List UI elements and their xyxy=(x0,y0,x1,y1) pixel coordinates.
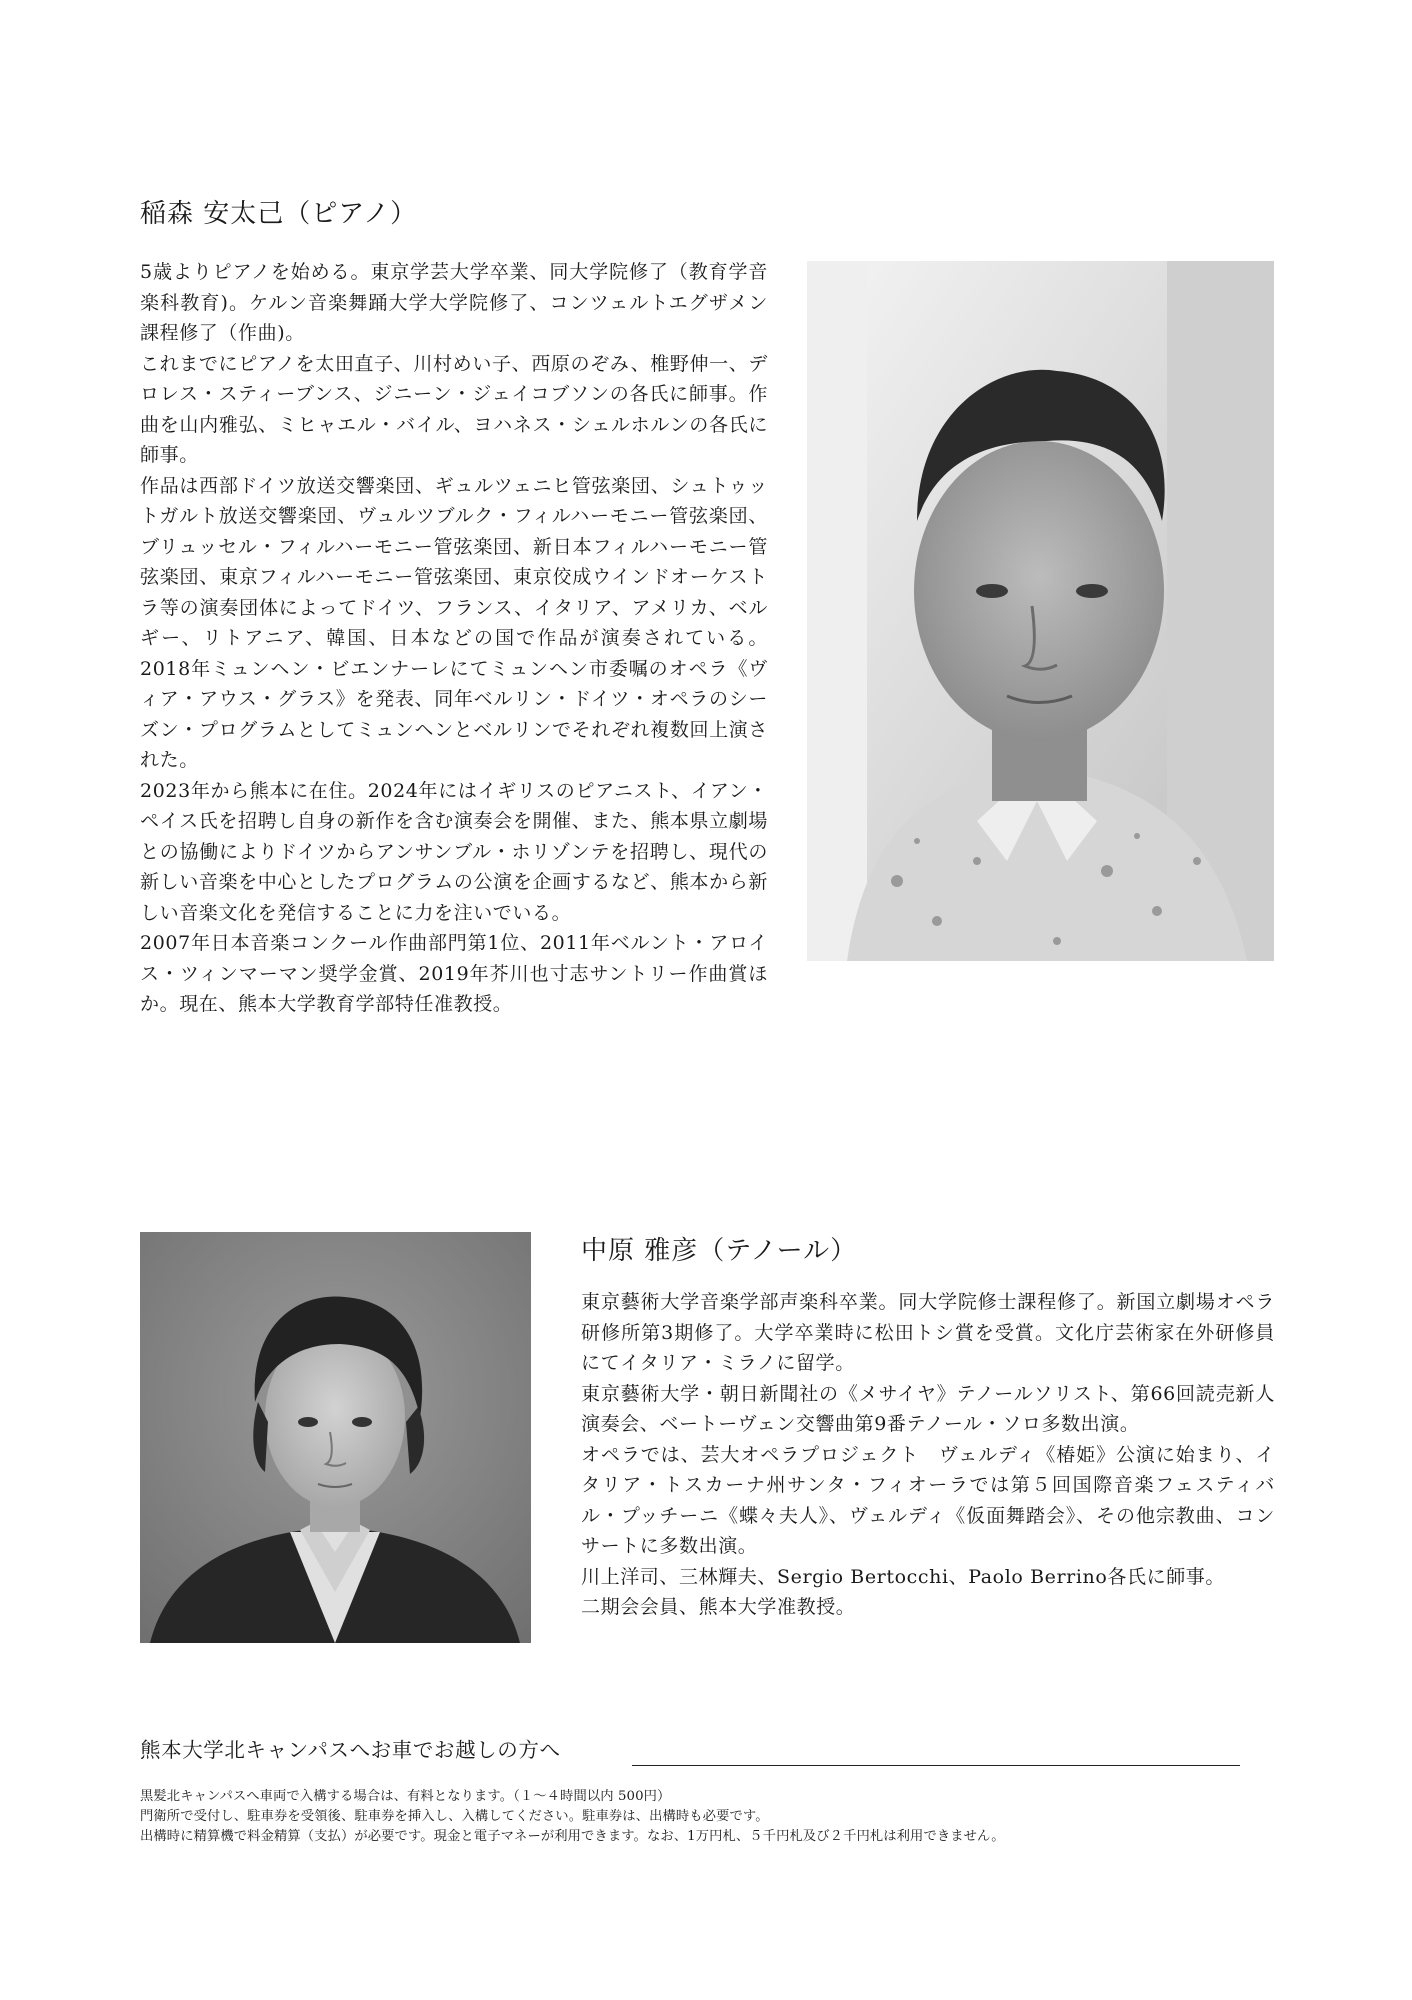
bio-paragraph: これまでにピアノを太田直子、川村めい子、西原のぞみ、椎野伸一、デロレス・スティーブンス、ジニーン・ジェイコブソンの各氏に師事。作曲を山内雅弘、ミヒャエル・バイル、ヨハネス・シェルホルンの各氏に師事。 xyxy=(140,352,768,466)
performer-bio xyxy=(140,257,768,1020)
bio-paragraph: オペラでは、芸大オペラプロジェクト ヴェルディ《椿姫》公演に始まり、イタリア・トスカーナ州サンタ・フィオーラでは第５回国際音楽フェスティバル・プッチーニ《蝶々夫人》、ヴェルディ《仮面舞踏会》、その他宗教曲、コンサートに多数出演。 xyxy=(581,1443,1275,1557)
performer-photo xyxy=(807,261,1274,961)
performer-bio xyxy=(581,1287,1275,1623)
bio-paragraph: 二期会会員、熊本大学准教授。 xyxy=(581,1596,856,1618)
bio-paragraph: 東京藝術大学音楽学部声楽科卒業。同大学院修士課程修了。新国立劇場オペラ研修所第3期修了。大学卒業時に松田トシ賞を受賞。文化庁芸術家在外研修員にてイタリア・ミラノに留学。 xyxy=(581,1291,1275,1374)
parking-note: 出構時に精算機で料金精算（支払）が必要です。現金と電子マネーが利用できます。なお、1万円札、５千円札及び２千円札は利用できません。 xyxy=(140,1829,1005,1844)
performer-name: 稲森 安太己（ピアノ） xyxy=(140,199,418,229)
bio-paragraph: 2023年から熊本に在住。2024年にはイギリスのピアニスト、イアン・ペイス氏を招聘し自身の新作を含む演奏会を開催、また、熊本県立劇場との協働によりドイツからアンサンブル・ホリゾンテを招聘し、現代の新しい音楽を中心としたプログラムの公演を企画するなど、熊本から新しい音楽文化を発信することに力を注いでいる。 xyxy=(140,779,768,924)
parking-notes xyxy=(140,1787,1005,1847)
heading-underline xyxy=(632,1765,1240,1766)
performer-photo xyxy=(140,1232,531,1643)
performer-name: 中原 雅彦（テノール） xyxy=(581,1236,858,1266)
bio-paragraph: 東京藝術大学・朝日新聞社の《メサイヤ》テノールソリスト、第66回読売新人演奏会、ベートーヴェン交響曲第9番テノール・ソロ多数出演。 xyxy=(581,1382,1275,1435)
bio-paragraph: 作品は西部ドイツ放送交響楽団、ギュルツェニヒ管弦楽団、シュトゥットガルト放送交響楽団、ヴュルツブルク・フィルハーモニー管弦楽団、ブリュッセル・フィルハーモニー管弦楽団、新日本フィルハーモニー管弦楽団、東京フィルハーモニー管弦楽団、東京佼成ウインドオーケストラ等の演奏団体によってドイツ、フランス、イタリア、アメリカ、ベルギー、リトアニア、韓国、日本などの国で作品が演奏されている。2018年ミュンヘン・ビエンナーレにてミュンヘン市委嘱のオペラ《ヴィア・アウス・グラス》を発表、同年ベルリン・ドイツ・オペラのシーズン・プログラムとしてミュンヘンとベルリンでそれぞれ複数回上演された。 xyxy=(140,474,768,771)
parking-heading: 熊本大学北キャンパスへお車でお越しの方へ xyxy=(140,1738,561,1762)
parking-note: 門衛所で受付し、駐車券を受領後、駐車券を挿入し、入構してください。駐車券は、出構時も必要です。 xyxy=(140,1809,769,1824)
bio-paragraph: 5歳よりピアノを始める。東京学芸大学卒業、同大学院修了（教育学音楽科教育)。ケルン音楽舞踊大学大学院修了、コンツェルトエグザメン課程修了（作曲)。 xyxy=(140,261,768,344)
bio-paragraph: 2007年日本音楽コンクール作曲部門第1位、2011年ベルント・アロイス・ツィンマーマン奨学金賞、2019年芥川也寸志サントリー作曲賞ほか。現在、熊本大学教育学部特任准教授。 xyxy=(140,932,768,1015)
bio-paragraph: 川上洋司、三林輝夫、Sergio Bertocchi、Paolo Berrino各氏に師事。 xyxy=(581,1565,1225,1588)
parking-note: 黒髪北キャンパスへ車両で入構する場合は、有料となります。（１～４時間以内 500円） xyxy=(140,1789,671,1804)
